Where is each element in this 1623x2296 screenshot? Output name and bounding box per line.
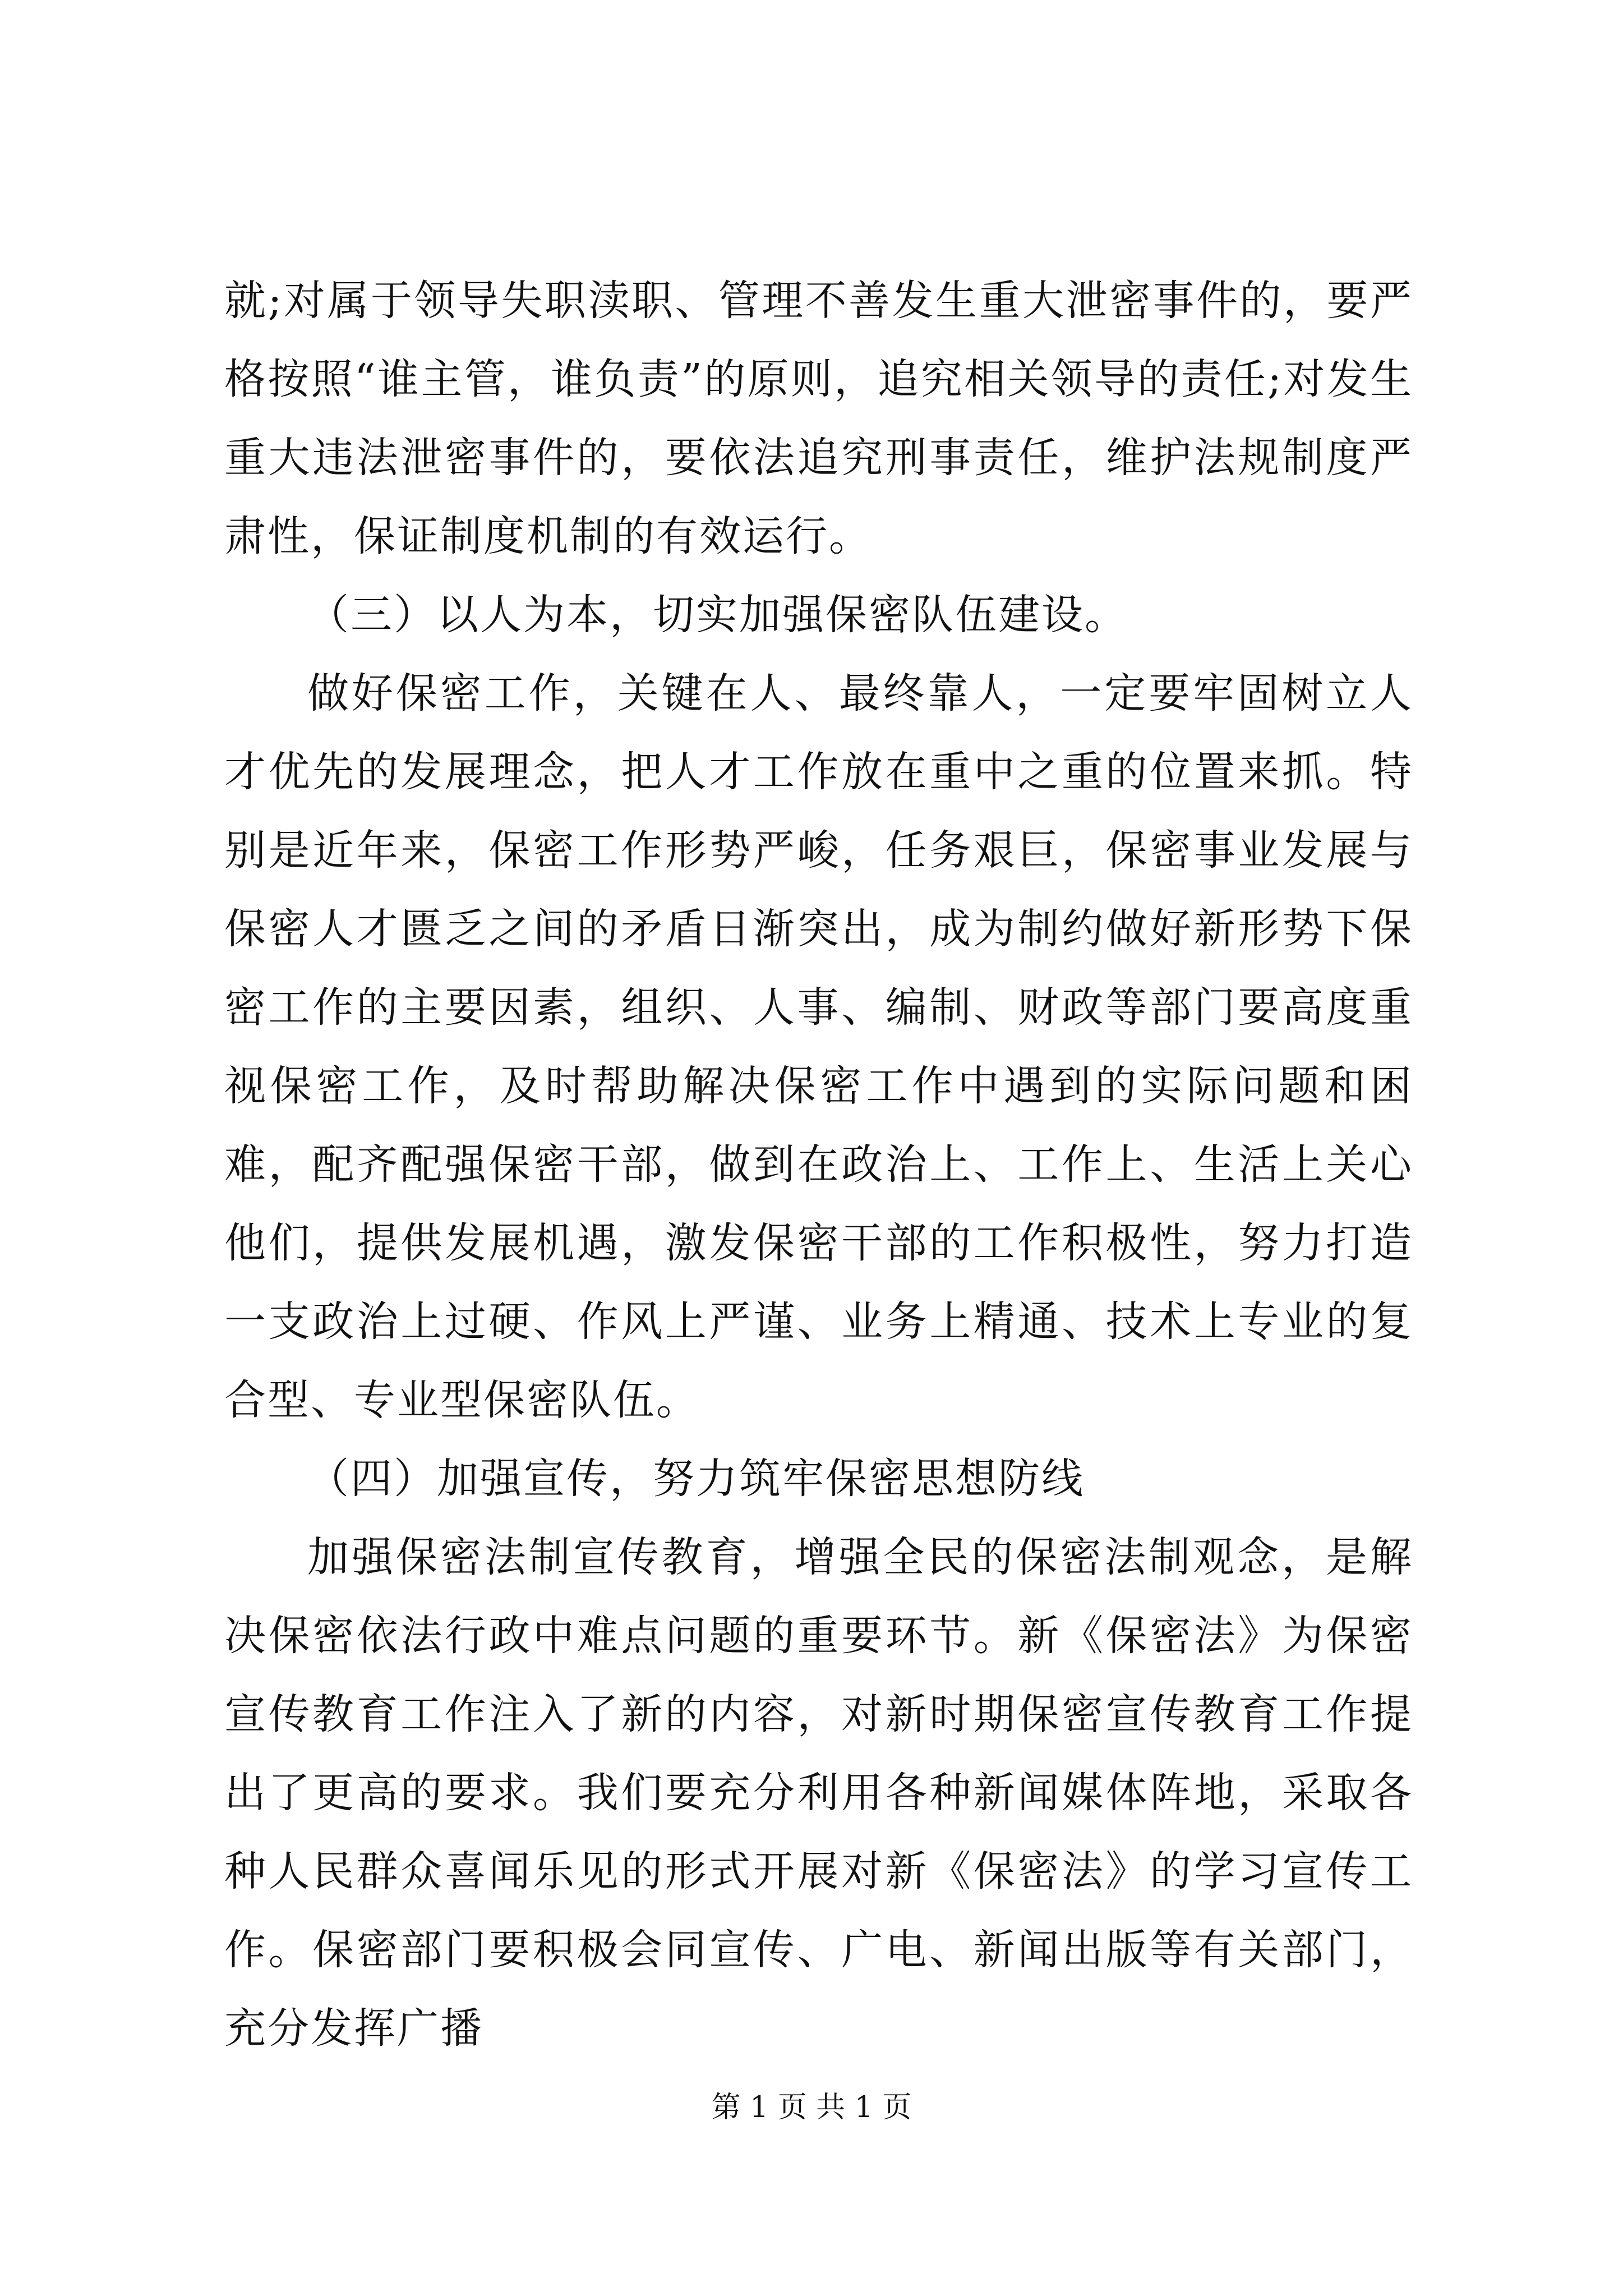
paragraph-publicity: 加强保密法制宣传教育，增强全民的保密法制观念，是解决保密依法行政中难点问题的重要环节。新《保密法》为保密宣传教育工作注入了新的内容，对新时期保密宣传教育工作提出了更高的要求。我们要充分利用各种新闻媒体阵地，采取各种人民群众喜闻乐见的形式开展对新《保密法》的学习宣传工作。保密部门要积极会同宣传、广电、新闻出版等有关部门，充分发挥广播 (224, 1533, 1413, 2053)
page-footer: 第 1 页 共 1 页 (711, 2091, 912, 2124)
section-heading-3: （三）以人为本，切实加强保密队伍建设。 (307, 591, 1128, 639)
document-body (224, 261, 1413, 2068)
paragraph-continuation: 就;对属于领导失职渎职、管理不善发生重大泄密事件的，要严格按照“谁主管，谁负责”的原则，追究相关领导的责任;对发生重大违法泄密事件的，要依法追究刑事责任，维护法规制度严肃性，保证制度机制的有效运行。 (224, 277, 1413, 560)
paragraph-talent: 做好保密工作，关键在人、最终靠人，一定要牢固树立人才优先的发展理念，把人才工作放在重中之重的位置来抓。特别是近年来，保密工作形势严峻，任务艰巨，保密事业发展与保密人才匮乏之间的矛盾日渐突出，成为制约做好新形势下保密工作的主要因素，组织、人事、编制、财政等部门要高度重视保密工作，及时帮助解决保密工作中遇到的实际问题和困难，配齐配强保密干部，做到在政治上、工作上、生活上关心他们，提供发展机遇，激发保密干部的工作积极性，努力打造一支政治上过硬、作风上严谨、业务上精通、技术上专业的复合型、专业型保密队伍。 (224, 669, 1413, 1424)
section-heading-4: （四）加强宣传，努力筑牢保密思想防线 (307, 1455, 1085, 1503)
